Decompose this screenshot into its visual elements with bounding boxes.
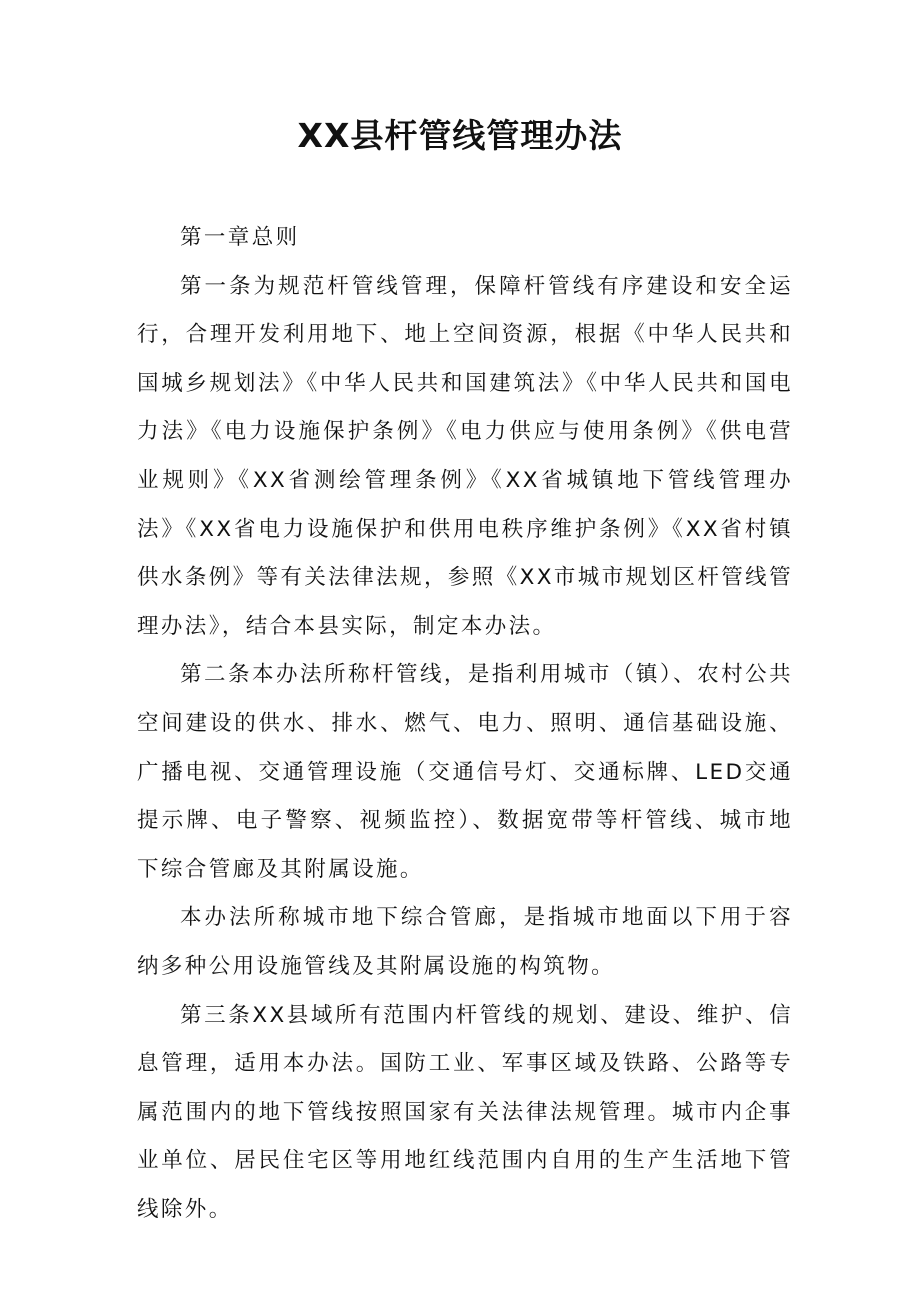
- article-1-paragraph: 第一条为规范杆管线管理，保障杆管线有序建设和安全运行，合理开发利用地下、地上空间资源，根据《中华人民共和国城乡规划法》《中华人民共和国建筑法》《中华人民共和国电力法》《电力设施保护条例》《电力供应与使用条例》《供电营业规则》《XX省测绘管理条例》《XX省城镇地下管线管理办法》《XX省电力设施保护和供用电秩序维护条例》《XX省村镇供水条例》等有关法律法规，参照《XX市城市规划区杆管线管理办法》，结合本县实际，制定本办法。: [137, 273, 793, 639]
- article-3-paragraph: 第三条XX县域所有范围内杆管线的规划、建设、维护、信息管理，适用本办法。国防工业、军事区域及铁路、公路等专属范围内的地下管线按照国家有关法律法规管理。城市内企事业单位、居民住宅区等用地红线范围内自用的生产生活地下管线除外。: [137, 1002, 793, 1222]
- chapter-heading: 第一章总则: [180, 225, 300, 250]
- utility-tunnel-definition-paragraph: 本办法所称城市地下综合管廊，是指城市地面以下用于容纳多种公用设施管线及其附属设施的构筑物。: [137, 905, 793, 979]
- document-body: [137, 214, 793, 1234]
- document-title: XX县杆管线管理办法: [297, 116, 623, 155]
- article-2-paragraph: 第二条本办法所称杆管线，是指利用城市（镇）、农村公共空间建设的供水、排水、燃气、电力、照明、通信基础设施、广播电视、交通管理设施（交通信号灯、交通标牌、LED交通提示牌、电子警察、视频监控）、数据宽带等杆管线、城市地下综合管廊及其附属设施。: [137, 662, 793, 882]
